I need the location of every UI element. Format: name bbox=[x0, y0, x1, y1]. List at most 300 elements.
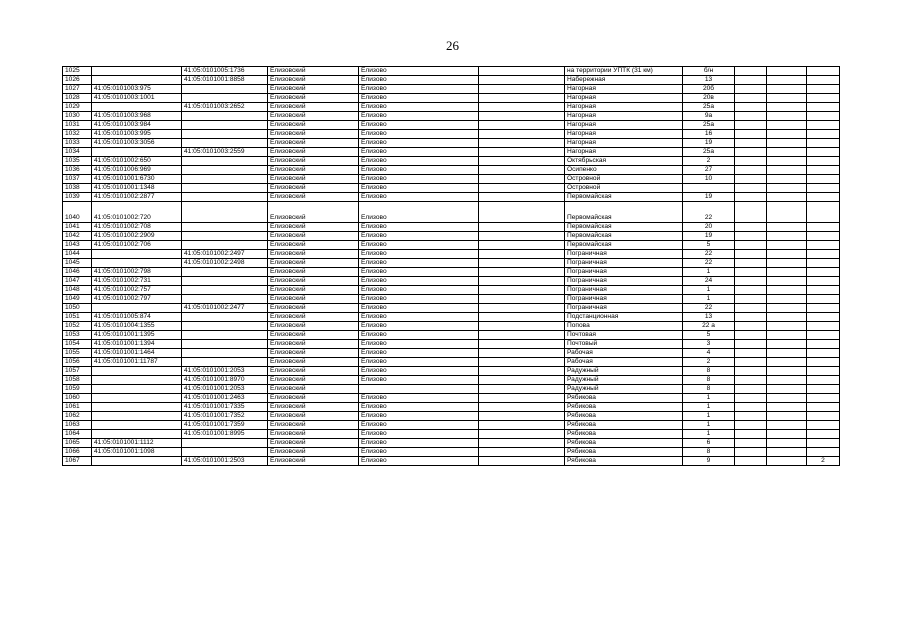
house-cell: 2 bbox=[683, 358, 735, 367]
town-cell: Елизово bbox=[359, 241, 479, 250]
table-row bbox=[63, 85, 840, 94]
land-cadastral-cell: 41:05:0101001:1395 bbox=[92, 331, 182, 340]
land-cadastral-cell: 41:05:0101003:1001 bbox=[92, 94, 182, 103]
empty-cell bbox=[735, 430, 767, 439]
row-number-cell: 1026 bbox=[63, 76, 92, 85]
house-cell: 5 bbox=[683, 331, 735, 340]
row-number-cell: 1040 bbox=[63, 202, 92, 223]
empty-cell bbox=[479, 376, 565, 385]
table-row bbox=[63, 259, 840, 268]
land-cadastral-cell: 41:05:0101003:3056 bbox=[92, 139, 182, 148]
house-cell: 9 bbox=[683, 457, 735, 466]
empty-cell bbox=[767, 148, 807, 157]
table-row bbox=[63, 139, 840, 148]
district-cell: Елизовский bbox=[268, 241, 359, 250]
town-cell: Елизово bbox=[359, 184, 479, 193]
building-cadastral-cell: 41:05:0101001:2053 bbox=[182, 367, 268, 376]
building-cadastral-cell: 41:05:0101001:8995 bbox=[182, 430, 268, 439]
empty-cell bbox=[767, 421, 807, 430]
land-cadastral-cell: 41:05:0101001:1098 bbox=[92, 448, 182, 457]
empty-cell bbox=[767, 313, 807, 322]
empty-cell bbox=[479, 286, 565, 295]
building-cadastral-cell bbox=[182, 358, 268, 367]
house-cell: 5 bbox=[683, 241, 735, 250]
building-cadastral-cell bbox=[182, 85, 268, 94]
empty-cell bbox=[735, 313, 767, 322]
empty-cell bbox=[767, 394, 807, 403]
town-cell: Елизово bbox=[359, 367, 479, 376]
empty-cell bbox=[479, 250, 565, 259]
empty-cell bbox=[767, 76, 807, 85]
extra-cell bbox=[807, 448, 840, 457]
district-cell: Елизовский bbox=[268, 130, 359, 139]
town-cell: Елизово bbox=[359, 130, 479, 139]
empty-cell bbox=[735, 322, 767, 331]
building-cadastral-cell: 41:05:0101001:2503 bbox=[182, 457, 268, 466]
house-cell: 22 bbox=[683, 304, 735, 313]
extra-cell bbox=[807, 250, 840, 259]
row-number-cell: 1059 bbox=[63, 385, 92, 394]
empty-cell bbox=[767, 457, 807, 466]
empty-cell bbox=[479, 358, 565, 367]
land-cadastral-cell: 41:05:0101003:995 bbox=[92, 130, 182, 139]
empty-cell bbox=[767, 403, 807, 412]
street-cell: Рябикова bbox=[565, 439, 683, 448]
land-cadastral-cell bbox=[92, 250, 182, 259]
district-cell: Елизовский bbox=[268, 166, 359, 175]
land-cadastral-cell bbox=[92, 367, 182, 376]
town-cell: Елизово bbox=[359, 85, 479, 94]
house-cell: 4 bbox=[683, 349, 735, 358]
empty-cell bbox=[479, 457, 565, 466]
empty-cell bbox=[479, 268, 565, 277]
empty-cell bbox=[735, 85, 767, 94]
land-cadastral-cell: 41:05:0101002:706 bbox=[92, 241, 182, 250]
row-number-cell: 1061 bbox=[63, 403, 92, 412]
extra-cell bbox=[807, 67, 840, 76]
district-cell: Елизовский bbox=[268, 322, 359, 331]
town-cell: Елизово bbox=[359, 421, 479, 430]
empty-cell bbox=[735, 358, 767, 367]
building-cadastral-cell bbox=[182, 439, 268, 448]
empty-cell bbox=[735, 403, 767, 412]
town-cell: Елизово bbox=[359, 277, 479, 286]
empty-cell bbox=[735, 268, 767, 277]
table-row bbox=[63, 268, 840, 277]
extra-cell bbox=[807, 349, 840, 358]
empty-cell bbox=[767, 157, 807, 166]
land-cadastral-cell bbox=[92, 394, 182, 403]
empty-cell bbox=[479, 202, 565, 223]
table-row bbox=[63, 241, 840, 250]
empty-cell bbox=[479, 439, 565, 448]
extra-cell bbox=[807, 403, 840, 412]
empty-cell bbox=[735, 139, 767, 148]
land-cadastral-cell: 41:05:0101002:798 bbox=[92, 268, 182, 277]
district-cell: Елизовский bbox=[268, 139, 359, 148]
street-cell: Нагорная bbox=[565, 130, 683, 139]
table-row bbox=[63, 103, 840, 112]
district-cell: Елизовский bbox=[268, 67, 359, 76]
row-number-cell: 1033 bbox=[63, 139, 92, 148]
land-cadastral-cell bbox=[92, 103, 182, 112]
empty-cell bbox=[767, 184, 807, 193]
building-cadastral-cell bbox=[182, 139, 268, 148]
empty-cell bbox=[479, 322, 565, 331]
building-cadastral-cell bbox=[182, 331, 268, 340]
empty-cell bbox=[767, 376, 807, 385]
building-cadastral-cell bbox=[182, 184, 268, 193]
town-cell: Елизово bbox=[359, 322, 479, 331]
extra-cell bbox=[807, 202, 840, 223]
house-cell: 1 bbox=[683, 286, 735, 295]
extra-cell bbox=[807, 331, 840, 340]
house-cell: 1 bbox=[683, 412, 735, 421]
extra-cell bbox=[807, 367, 840, 376]
row-number-cell: 1052 bbox=[63, 322, 92, 331]
house-cell: 13 bbox=[683, 76, 735, 85]
house-cell: 19 bbox=[683, 139, 735, 148]
building-cadastral-cell bbox=[182, 202, 268, 223]
empty-cell bbox=[479, 184, 565, 193]
table-row bbox=[63, 157, 840, 166]
row-number-cell: 1044 bbox=[63, 250, 92, 259]
street-cell: Нагорная bbox=[565, 121, 683, 130]
land-cadastral-cell: 41:05:0101002:2909 bbox=[92, 232, 182, 241]
street-cell: Почтовая bbox=[565, 331, 683, 340]
row-number-cell: 1042 bbox=[63, 232, 92, 241]
district-cell: Елизовский bbox=[268, 193, 359, 202]
street-cell: Первомайская bbox=[565, 202, 683, 223]
extra-cell: 2 bbox=[807, 457, 840, 466]
table-row bbox=[63, 121, 840, 130]
empty-cell bbox=[767, 277, 807, 286]
table-row bbox=[63, 448, 840, 457]
extra-cell bbox=[807, 157, 840, 166]
street-cell: Попова bbox=[565, 322, 683, 331]
street-cell: Рабочая bbox=[565, 349, 683, 358]
building-cadastral-cell bbox=[182, 157, 268, 166]
house-cell: 10 bbox=[683, 175, 735, 184]
house-cell: 9а bbox=[683, 112, 735, 121]
street-cell: Островной bbox=[565, 175, 683, 184]
extra-cell bbox=[807, 193, 840, 202]
row-number-cell: 1065 bbox=[63, 439, 92, 448]
table-row bbox=[63, 412, 840, 421]
extra-cell bbox=[807, 358, 840, 367]
building-cadastral-cell: 41:05:0101001:7335 bbox=[182, 403, 268, 412]
house-cell: 16 bbox=[683, 130, 735, 139]
empty-cell bbox=[735, 175, 767, 184]
empty-cell bbox=[479, 166, 565, 175]
empty-cell bbox=[735, 232, 767, 241]
empty-cell bbox=[767, 286, 807, 295]
building-cadastral-cell: 41:05:0101001:7359 bbox=[182, 421, 268, 430]
extra-cell bbox=[807, 130, 840, 139]
house-cell: 8 bbox=[683, 376, 735, 385]
row-number-cell: 1060 bbox=[63, 394, 92, 403]
street-cell: Рябикова bbox=[565, 448, 683, 457]
building-cadastral-cell: 41:05:0101001:7352 bbox=[182, 412, 268, 421]
table-row bbox=[63, 439, 840, 448]
district-cell: Елизовский bbox=[268, 439, 359, 448]
empty-cell bbox=[479, 139, 565, 148]
empty-cell bbox=[767, 295, 807, 304]
table-row bbox=[63, 175, 840, 184]
row-number-cell: 1029 bbox=[63, 103, 92, 112]
extra-cell bbox=[807, 385, 840, 394]
row-number-cell: 1058 bbox=[63, 376, 92, 385]
empty-cell bbox=[735, 340, 767, 349]
empty-cell bbox=[735, 202, 767, 223]
empty-cell bbox=[479, 304, 565, 313]
land-cadastral-cell bbox=[92, 403, 182, 412]
empty-cell bbox=[479, 223, 565, 232]
row-number-cell: 1035 bbox=[63, 157, 92, 166]
land-cadastral-cell: 41:05:0101001:6730 bbox=[92, 175, 182, 184]
house-cell: 27 bbox=[683, 166, 735, 175]
empty-cell bbox=[767, 241, 807, 250]
town-cell: Елизово bbox=[359, 250, 479, 259]
town-cell: Елизово bbox=[359, 112, 479, 121]
empty-cell bbox=[767, 259, 807, 268]
building-cadastral-cell bbox=[182, 313, 268, 322]
street-cell: Рябикова bbox=[565, 403, 683, 412]
row-number-cell: 1054 bbox=[63, 340, 92, 349]
row-number-cell: 1051 bbox=[63, 313, 92, 322]
land-cadastral-cell bbox=[92, 430, 182, 439]
street-cell: Пограничная bbox=[565, 268, 683, 277]
table-row bbox=[63, 295, 840, 304]
district-cell: Елизовский bbox=[268, 157, 359, 166]
empty-cell bbox=[735, 286, 767, 295]
town-cell: Елизово bbox=[359, 175, 479, 184]
empty-cell bbox=[735, 376, 767, 385]
district-cell: Елизовский bbox=[268, 76, 359, 85]
table-row bbox=[63, 112, 840, 121]
town-cell: Елизово bbox=[359, 412, 479, 421]
street-cell: Рябикова bbox=[565, 430, 683, 439]
street-cell: Нагорная bbox=[565, 103, 683, 112]
empty-cell bbox=[767, 103, 807, 112]
row-number-cell: 1063 bbox=[63, 421, 92, 430]
row-number-cell: 1050 bbox=[63, 304, 92, 313]
empty-cell bbox=[735, 331, 767, 340]
table-row bbox=[63, 349, 840, 358]
district-cell: Елизовский bbox=[268, 259, 359, 268]
extra-cell bbox=[807, 322, 840, 331]
empty-cell bbox=[735, 367, 767, 376]
building-cadastral-cell: 41:05:0101001:2463 bbox=[182, 394, 268, 403]
land-cadastral-cell: 41:05:0101003:968 bbox=[92, 112, 182, 121]
street-cell: Нагорная bbox=[565, 85, 683, 94]
street-cell: Рябикова bbox=[565, 457, 683, 466]
empty-cell bbox=[735, 121, 767, 130]
empty-cell bbox=[767, 268, 807, 277]
district-cell: Елизовский bbox=[268, 376, 359, 385]
land-cadastral-cell: 41:05:0101002:757 bbox=[92, 286, 182, 295]
building-cadastral-cell bbox=[182, 286, 268, 295]
land-cadastral-cell: 41:05:0101001:1112 bbox=[92, 439, 182, 448]
street-cell: Пограничная bbox=[565, 277, 683, 286]
building-cadastral-cell: 41:05:0101003:2652 bbox=[182, 103, 268, 112]
street-cell: Осипенко bbox=[565, 166, 683, 175]
empty-cell bbox=[767, 121, 807, 130]
town-cell: Елизово bbox=[359, 430, 479, 439]
street-cell: Пограничная bbox=[565, 259, 683, 268]
town-cell: Елизово bbox=[359, 304, 479, 313]
house-cell: 20в bbox=[683, 94, 735, 103]
empty-cell bbox=[767, 202, 807, 223]
empty-cell bbox=[767, 232, 807, 241]
land-cadastral-cell bbox=[92, 304, 182, 313]
table-row bbox=[63, 277, 840, 286]
district-cell: Елизовский bbox=[268, 184, 359, 193]
land-cadastral-cell: 41:05:0101002:2877 bbox=[92, 193, 182, 202]
row-number-cell: 1036 bbox=[63, 166, 92, 175]
building-cadastral-cell: 41:05:0101001:2053 bbox=[182, 385, 268, 394]
empty-cell bbox=[767, 193, 807, 202]
house-cell: 8 bbox=[683, 367, 735, 376]
house-cell: 24 bbox=[683, 277, 735, 286]
empty-cell bbox=[735, 304, 767, 313]
empty-cell bbox=[767, 385, 807, 394]
empty-cell bbox=[767, 139, 807, 148]
house-cell: 25а bbox=[683, 121, 735, 130]
land-cadastral-cell: 41:05:0101002:708 bbox=[92, 223, 182, 232]
building-cadastral-cell bbox=[182, 166, 268, 175]
land-cadastral-cell bbox=[92, 412, 182, 421]
empty-cell bbox=[479, 148, 565, 157]
extra-cell bbox=[807, 85, 840, 94]
empty-cell bbox=[479, 157, 565, 166]
empty-cell bbox=[735, 349, 767, 358]
empty-cell bbox=[767, 331, 807, 340]
district-cell: Елизовский bbox=[268, 394, 359, 403]
building-cadastral-cell bbox=[182, 277, 268, 286]
extra-cell bbox=[807, 112, 840, 121]
district-cell: Елизовский bbox=[268, 121, 359, 130]
extra-cell bbox=[807, 148, 840, 157]
district-cell: Елизовский bbox=[268, 412, 359, 421]
empty-cell bbox=[735, 193, 767, 202]
land-cadastral-cell: 41:05:0101004:1355 bbox=[92, 322, 182, 331]
house-cell: 3 bbox=[683, 340, 735, 349]
row-number-cell: 1028 bbox=[63, 94, 92, 103]
empty-cell bbox=[735, 76, 767, 85]
district-cell: Елизовский bbox=[268, 223, 359, 232]
extra-cell bbox=[807, 439, 840, 448]
empty-cell bbox=[479, 130, 565, 139]
district-cell: Елизовский bbox=[268, 340, 359, 349]
street-cell: Рябикова bbox=[565, 421, 683, 430]
district-cell: Елизовский bbox=[268, 313, 359, 322]
street-cell: Островной bbox=[565, 184, 683, 193]
row-number-cell: 1047 bbox=[63, 277, 92, 286]
street-cell: Подстанционная bbox=[565, 313, 683, 322]
row-number-cell: 1031 bbox=[63, 121, 92, 130]
building-cadastral-cell bbox=[182, 295, 268, 304]
empty-cell bbox=[767, 250, 807, 259]
table-row bbox=[63, 250, 840, 259]
row-number-cell: 1056 bbox=[63, 358, 92, 367]
district-cell: Елизовский bbox=[268, 103, 359, 112]
empty-cell bbox=[479, 421, 565, 430]
house-cell: 22 а bbox=[683, 322, 735, 331]
district-cell: Елизовский bbox=[268, 349, 359, 358]
district-cell: Елизовский bbox=[268, 85, 359, 94]
town-cell: Елизово bbox=[359, 94, 479, 103]
street-cell: Набережная bbox=[565, 76, 683, 85]
town-cell: Елизово bbox=[359, 139, 479, 148]
town-cell: Елизово bbox=[359, 223, 479, 232]
extra-cell bbox=[807, 304, 840, 313]
empty-cell bbox=[767, 175, 807, 184]
town-cell: Елизово bbox=[359, 259, 479, 268]
town-cell: Елизово bbox=[359, 286, 479, 295]
land-cadastral-cell: 41:05:0101001:1394 bbox=[92, 340, 182, 349]
empty-cell bbox=[735, 94, 767, 103]
house-cell: 1 bbox=[683, 421, 735, 430]
empty-cell bbox=[767, 412, 807, 421]
empty-cell bbox=[767, 367, 807, 376]
empty-cell bbox=[735, 223, 767, 232]
district-cell: Елизовский bbox=[268, 277, 359, 286]
land-cadastral-cell bbox=[92, 385, 182, 394]
row-number-cell: 1041 bbox=[63, 223, 92, 232]
town-cell: Елизово bbox=[359, 448, 479, 457]
row-number-cell: 1062 bbox=[63, 412, 92, 421]
land-cadastral-cell bbox=[92, 67, 182, 76]
empty-cell bbox=[735, 166, 767, 175]
empty-cell bbox=[735, 103, 767, 112]
land-cadastral-cell: 41:05:0101006:969 bbox=[92, 166, 182, 175]
land-cadastral-cell bbox=[92, 76, 182, 85]
empty-cell bbox=[479, 448, 565, 457]
house-cell: 1 bbox=[683, 403, 735, 412]
row-number-cell: 1067 bbox=[63, 457, 92, 466]
house-cell: 1 bbox=[683, 268, 735, 277]
table-row bbox=[63, 322, 840, 331]
empty-cell bbox=[767, 340, 807, 349]
table-row bbox=[63, 403, 840, 412]
house-cell: 22 bbox=[683, 202, 735, 223]
street-cell: Рябикова bbox=[565, 412, 683, 421]
extra-cell bbox=[807, 277, 840, 286]
district-cell: Елизовский bbox=[268, 304, 359, 313]
house-cell: 25а bbox=[683, 103, 735, 112]
extra-cell bbox=[807, 394, 840, 403]
extra-cell bbox=[807, 376, 840, 385]
street-cell: Нагорная bbox=[565, 139, 683, 148]
row-number-cell: 1049 bbox=[63, 295, 92, 304]
town-cell: Елизово bbox=[359, 358, 479, 367]
land-cadastral-cell: 41:05:0101002:720 bbox=[92, 202, 182, 223]
town-cell: Елизово bbox=[359, 202, 479, 223]
empty-cell bbox=[767, 223, 807, 232]
street-cell: Радужный bbox=[565, 376, 683, 385]
extra-cell bbox=[807, 184, 840, 193]
empty-cell bbox=[767, 130, 807, 139]
empty-cell bbox=[767, 304, 807, 313]
row-number-cell: 1027 bbox=[63, 85, 92, 94]
row-number-cell: 1048 bbox=[63, 286, 92, 295]
house-cell: 19 bbox=[683, 193, 735, 202]
table-row bbox=[63, 313, 840, 322]
empty-cell bbox=[735, 259, 767, 268]
row-number-cell: 1038 bbox=[63, 184, 92, 193]
empty-cell bbox=[735, 130, 767, 139]
